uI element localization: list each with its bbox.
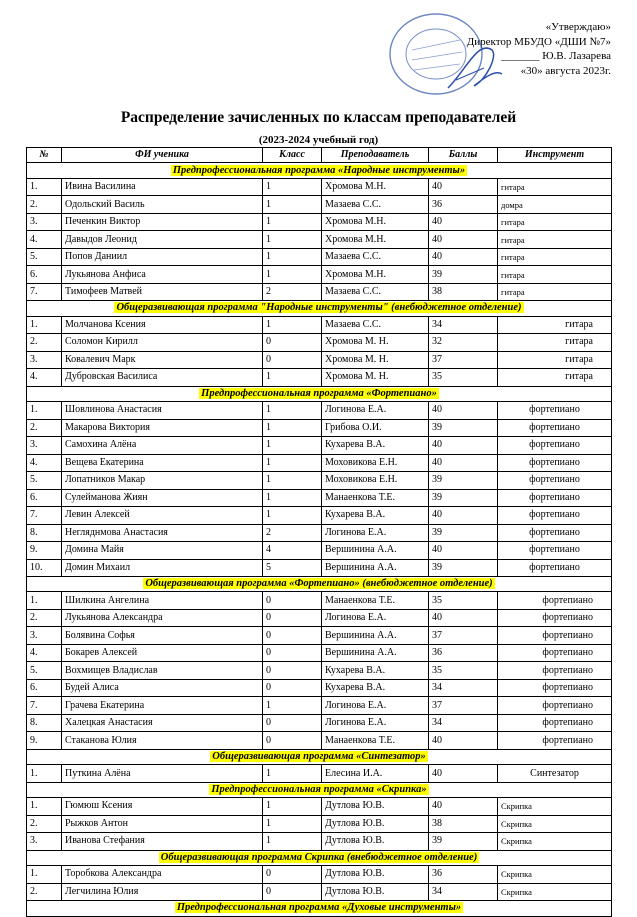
student-name: Халецкая Анастасия [62, 714, 263, 732]
instrument-name: гитара [498, 248, 612, 266]
table-row [27, 507, 612, 525]
row-num: 4. [27, 644, 62, 662]
student-name: Тимофеев Матвей [62, 283, 263, 301]
score-value: 32 [429, 334, 498, 352]
student-name: Попов Даниил [62, 248, 263, 266]
section-title: Предпрофессиональная программа «Духовые инструменты» [176, 902, 462, 914]
score-value: 36 [429, 644, 498, 662]
student-name: Шилкина Ангелина [62, 592, 263, 610]
row-num: 7. [27, 283, 62, 301]
instrument-name: фортепиано [498, 454, 612, 472]
score-value: 35 [429, 592, 498, 610]
section-title-cell [27, 163, 612, 178]
teacher-name: Хромова М. Н. [322, 334, 429, 352]
score-value: 39 [429, 419, 498, 437]
section-title-cell [27, 749, 612, 764]
score-value: 40 [429, 213, 498, 231]
table-row [27, 815, 612, 833]
class-number: 1 [263, 507, 322, 525]
table-row [27, 334, 612, 352]
teacher-name: Мазаева С.С. [322, 316, 429, 334]
instrument-name: гитара [498, 283, 612, 301]
table-row [27, 248, 612, 266]
class-number: 0 [263, 644, 322, 662]
section-row [27, 749, 612, 764]
instrument-name: гитара [498, 316, 612, 334]
student-name: Рыжков Антон [62, 815, 263, 833]
table-row [27, 283, 612, 301]
instrument-name: Синтезатор [498, 765, 612, 783]
section-title: Общеразвивающая программа «Фортепиано» (внебюджетное отделение) [145, 578, 493, 590]
row-num: 3. [27, 437, 62, 455]
row-num: 1. [27, 592, 62, 610]
class-number: 4 [263, 542, 322, 560]
row-num: 5. [27, 662, 62, 680]
student-name: Легчилина Юлия [62, 883, 263, 901]
row-num: 7. [27, 507, 62, 525]
table-row [27, 231, 612, 249]
score-value: 39 [429, 524, 498, 542]
class-number: 0 [263, 679, 322, 697]
class-number: 1 [263, 402, 322, 420]
class-number: 0 [263, 609, 322, 627]
teacher-name: Дутлова Ю.В. [322, 833, 429, 851]
row-num: 8. [27, 714, 62, 732]
row-num: 6. [27, 679, 62, 697]
student-name: Ивина Василина [62, 178, 263, 196]
instrument-name: фортепиано [498, 472, 612, 490]
student-name: Грачева Екатерина [62, 697, 263, 715]
table-body [27, 163, 612, 916]
table-row [27, 697, 612, 715]
score-value: 34 [429, 679, 498, 697]
student-name: Одольский Василь [62, 196, 263, 214]
instrument-name: фортепиано [498, 609, 612, 627]
instrument-name: гитара [498, 213, 612, 231]
class-number: 1 [263, 833, 322, 851]
score-value: 40 [429, 454, 498, 472]
section-title: Предпрофессиональная программа «Народные инструменты» [172, 164, 466, 176]
student-name: Лукьянова Александра [62, 609, 263, 627]
student-name: Макарова Виктория [62, 419, 263, 437]
student-name: Негляднмова Анастасия [62, 524, 263, 542]
header-class: Класс [263, 148, 322, 163]
score-value: 37 [429, 697, 498, 715]
class-number: 1 [263, 213, 322, 231]
score-value: 40 [429, 609, 498, 627]
student-name: Бокарев Алексей [62, 644, 263, 662]
instrument-name: фортепиано [498, 507, 612, 525]
row-num: 2. [27, 815, 62, 833]
instrument-name: Скрипка [498, 815, 612, 833]
class-number: 1 [263, 765, 322, 783]
class-number: 0 [263, 866, 322, 884]
teacher-name: Вершинина А.А. [322, 542, 429, 560]
page-title: Распределение зачисленных по классам преподавателей [120, 109, 517, 126]
score-value: 34 [429, 883, 498, 901]
table-row [27, 524, 612, 542]
row-num: 3. [27, 627, 62, 645]
score-value: 40 [429, 507, 498, 525]
score-value: 34 [429, 714, 498, 732]
class-number: 0 [263, 883, 322, 901]
instrument-name: фортепиано [498, 714, 612, 732]
row-num: 6. [27, 489, 62, 507]
table-row [27, 883, 612, 901]
class-number: 1 [263, 419, 322, 437]
teacher-name: Кухарева В.А. [322, 507, 429, 525]
table-row [27, 266, 612, 284]
class-number: 0 [263, 351, 322, 369]
class-number: 0 [263, 627, 322, 645]
student-name: Домин Михаил [62, 559, 263, 577]
row-num: 3. [27, 213, 62, 231]
section-row [27, 301, 612, 316]
instrument-name: фортепиано [498, 489, 612, 507]
score-value: 40 [429, 437, 498, 455]
table-row [27, 833, 612, 851]
section-row [27, 163, 612, 178]
section-title: Общеразвивающая программа Скрипка (внебюджетное отделение) [160, 851, 478, 863]
row-num: 1. [27, 765, 62, 783]
approval-date: «30» августа 2023г. [520, 64, 611, 77]
score-value: 40 [429, 542, 498, 560]
score-value: 40 [429, 248, 498, 266]
teacher-name: Моховикова Е.Н. [322, 454, 429, 472]
student-name: Печенкин Виктор [62, 213, 263, 231]
instrument-name: домра [498, 196, 612, 214]
teacher-name: Хромова М.Н. [322, 213, 429, 231]
instrument-name: гитара [498, 369, 612, 387]
section-row [27, 901, 612, 916]
student-name: Вохмищев Владислав [62, 662, 263, 680]
student-name: Вещева Екатерина [62, 454, 263, 472]
row-num: 3. [27, 833, 62, 851]
student-name: Молчанова Ксения [62, 316, 263, 334]
teacher-name: Мазаева С.С. [322, 283, 429, 301]
class-number: 2 [263, 524, 322, 542]
table-row [27, 798, 612, 816]
teacher-name: Дутлова Ю.В. [322, 866, 429, 884]
score-value: 40 [429, 402, 498, 420]
instrument-name: фортепиано [498, 697, 612, 715]
class-number: 1 [263, 815, 322, 833]
instrument-name: фортепиано [498, 542, 612, 560]
table-row [27, 213, 612, 231]
teacher-name: Хромова М.Н. [322, 266, 429, 284]
row-num: 4. [27, 369, 62, 387]
section-title: Общеразвивающая программа "Народные инструменты" (внебюджетное отделение) [116, 302, 522, 314]
student-name: Соломон Кирилл [62, 334, 263, 352]
teacher-name: Дутлова Ю.В. [322, 883, 429, 901]
class-number: 0 [263, 662, 322, 680]
score-value: 35 [429, 369, 498, 387]
table-row [27, 662, 612, 680]
teacher-name: Манаенкова Т.Е. [322, 732, 429, 750]
table-row [27, 609, 612, 627]
class-number: 0 [263, 592, 322, 610]
row-num: 1. [27, 178, 62, 196]
instrument-name: гитара [498, 334, 612, 352]
student-name: Давыдов Леонид [62, 231, 263, 249]
score-value: 35 [429, 662, 498, 680]
score-value: 40 [429, 231, 498, 249]
table-header-row [27, 148, 612, 163]
teacher-name: Грибова О.И. [322, 419, 429, 437]
table-row [27, 714, 612, 732]
teacher-name: Кухарева В.А. [322, 662, 429, 680]
instrument-name: Скрипка [498, 883, 612, 901]
row-num: 2. [27, 883, 62, 901]
score-value: 37 [429, 627, 498, 645]
instrument-name: фортепиано [498, 437, 612, 455]
row-num: 1. [27, 798, 62, 816]
approval-signature: _______ Ю.В. Лазарева [500, 50, 611, 62]
student-name: Самохина Алёна [62, 437, 263, 455]
enrollment-table [26, 147, 612, 917]
table-row [27, 196, 612, 214]
teacher-name: Хромова М.Н. [322, 231, 429, 249]
table-row [27, 866, 612, 884]
student-name: Шовлинова Анастасия [62, 402, 263, 420]
section-title-cell [27, 301, 612, 316]
teacher-name: Дутлова Ю.В. [322, 798, 429, 816]
row-num: 9. [27, 542, 62, 560]
table-row [27, 454, 612, 472]
teacher-name: Логинова Е.А. [322, 714, 429, 732]
table-row [27, 489, 612, 507]
row-num: 8. [27, 524, 62, 542]
score-value: 38 [429, 283, 498, 301]
class-number: 1 [263, 369, 322, 387]
table-row [27, 472, 612, 490]
instrument-name: Скрипка [498, 866, 612, 884]
section-row [27, 577, 612, 592]
student-name: Сулейманова Жиян [62, 489, 263, 507]
teacher-name: Логинова Е.А. [322, 609, 429, 627]
class-number: 1 [263, 472, 322, 490]
score-value: 36 [429, 196, 498, 214]
class-number: 1 [263, 248, 322, 266]
teacher-name: Кухарева В.А. [322, 679, 429, 697]
score-value: 39 [429, 833, 498, 851]
teacher-name: Вершинина А.А. [322, 644, 429, 662]
teacher-name: Вершинина А.А. [322, 559, 429, 577]
teacher-name: Мазаева С.С. [322, 196, 429, 214]
score-value: 39 [429, 472, 498, 490]
instrument-name: гитара [498, 231, 612, 249]
teacher-name: Манаенкова Т.Е. [322, 592, 429, 610]
instrument-name: фортепиано [498, 402, 612, 420]
score-value: 34 [429, 316, 498, 334]
teacher-name: Моховикова Е.Н. [322, 472, 429, 490]
row-num: 2. [27, 334, 62, 352]
student-name: Домина Майя [62, 542, 263, 560]
class-number: 1 [263, 316, 322, 334]
score-value: 39 [429, 559, 498, 577]
student-name: Торобкова Александра [62, 866, 263, 884]
table-row [27, 369, 612, 387]
instrument-name: фортепиано [498, 679, 612, 697]
student-name: Будей Алиса [62, 679, 263, 697]
section-title-cell [27, 577, 612, 592]
teacher-name: Хромова М. Н. [322, 369, 429, 387]
row-num: 5. [27, 248, 62, 266]
section-title-cell [27, 386, 612, 401]
header-name: ФИ ученика [62, 148, 263, 163]
row-num: 7. [27, 697, 62, 715]
student-name: Болявина Софья [62, 627, 263, 645]
instrument-name: Скрипка [498, 798, 612, 816]
class-number: 5 [263, 559, 322, 577]
student-name: Ковалевич Марк [62, 351, 263, 369]
class-number: 2 [263, 283, 322, 301]
score-value: 40 [429, 732, 498, 750]
class-number: 1 [263, 178, 322, 196]
class-number: 1 [263, 266, 322, 284]
class-number: 1 [263, 437, 322, 455]
student-name: Иванова Стефания [62, 833, 263, 851]
student-name: Дубровская Василиса [62, 369, 263, 387]
score-value: 40 [429, 178, 498, 196]
student-name: Лопатников Макар [62, 472, 263, 490]
row-num: 4. [27, 454, 62, 472]
header-instrument: Инструмент [498, 148, 612, 163]
row-num: 5. [27, 472, 62, 490]
table-row [27, 679, 612, 697]
row-num: 1. [27, 316, 62, 334]
score-value: 38 [429, 815, 498, 833]
row-num: 2. [27, 419, 62, 437]
class-number: 1 [263, 454, 322, 472]
score-value: 39 [429, 266, 498, 284]
section-title-cell [27, 782, 612, 797]
teacher-name: Хромова М.Н. [322, 178, 429, 196]
teacher-name: Кухарева В.А. [322, 437, 429, 455]
class-number: 0 [263, 334, 322, 352]
student-name: Лукьянова Анфиса [62, 266, 263, 284]
approval-line: «Утверждаю» [545, 21, 611, 33]
table-row [27, 419, 612, 437]
instrument-name: фортепиано [498, 592, 612, 610]
student-name: Путкина Алёна [62, 765, 263, 783]
approval-block [467, 20, 611, 78]
teacher-name: Вершинина А.А. [322, 627, 429, 645]
section-row [27, 782, 612, 797]
instrument-name: гитара [498, 351, 612, 369]
section-title-cell [27, 901, 612, 916]
approval-director: Директор МБУДО «ДШИ №7» [466, 35, 611, 48]
score-value: 37 [429, 351, 498, 369]
instrument-name: фортепиано [498, 732, 612, 750]
class-number: 0 [263, 714, 322, 732]
row-num: 9. [27, 732, 62, 750]
section-title-cell [27, 850, 612, 865]
table-row [27, 316, 612, 334]
class-number: 1 [263, 196, 322, 214]
teacher-name: Логинова Е.А. [322, 697, 429, 715]
instrument-name: фортепиано [498, 627, 612, 645]
table-row [27, 627, 612, 645]
header-score: Баллы [429, 148, 498, 163]
row-num: 1. [27, 402, 62, 420]
instrument-name: Скрипка [498, 833, 612, 851]
instrument-name: фортепиано [498, 644, 612, 662]
table-row [27, 765, 612, 783]
table-row [27, 559, 612, 577]
section-title: Общеразвивающая программа «Синтезатор» [212, 751, 426, 763]
class-number: 1 [263, 798, 322, 816]
row-num: 2. [27, 609, 62, 627]
header-teacher: Преподаватель [322, 148, 429, 163]
row-num: 6. [27, 266, 62, 284]
score-value: 36 [429, 866, 498, 884]
instrument-name: фортепиано [498, 419, 612, 437]
section-title: Предпрофессиональная программа «Фортепиано» [201, 387, 437, 399]
table-row [27, 351, 612, 369]
class-number: 1 [263, 489, 322, 507]
class-number: 1 [263, 697, 322, 715]
teacher-name: Манаенкова Т.Е. [322, 489, 429, 507]
score-value: 40 [429, 798, 498, 816]
teacher-name: Елесина И.А. [322, 765, 429, 783]
class-number: 1 [263, 231, 322, 249]
instrument-name: фортепиано [498, 559, 612, 577]
score-value: 39 [429, 489, 498, 507]
teacher-name: Логинова Е.А. [322, 402, 429, 420]
score-value: 40 [429, 765, 498, 783]
section-row [27, 386, 612, 401]
table-row [27, 178, 612, 196]
table-row [27, 542, 612, 560]
section-title: Предпрофессиональная программа «Скрипка» [211, 784, 427, 796]
table-row [27, 644, 612, 662]
row-num: 10. [27, 559, 62, 577]
section-row [27, 850, 612, 865]
instrument-name: гитара [498, 178, 612, 196]
class-number: 0 [263, 732, 322, 750]
teacher-name: Логинова Е.А. [322, 524, 429, 542]
student-name: Гюмюш Ксения [62, 798, 263, 816]
row-num: 1. [27, 866, 62, 884]
table-row [27, 402, 612, 420]
instrument-name: фортепиано [498, 524, 612, 542]
header-num: № [27, 148, 62, 163]
teacher-name: Хромова М. Н. [322, 351, 429, 369]
page-subtitle: (2023-2024 учебный год) [258, 134, 379, 146]
instrument-name: фортепиано [498, 662, 612, 680]
row-num: 2. [27, 196, 62, 214]
teacher-name: Мазаева С.С. [322, 248, 429, 266]
table-row [27, 592, 612, 610]
row-num: 4. [27, 231, 62, 249]
row-num: 3. [27, 351, 62, 369]
student-name: Стаканова Юлия [62, 732, 263, 750]
teacher-name: Дутлова Ю.В. [322, 815, 429, 833]
student-name: Левин Алексей [62, 507, 263, 525]
table-row [27, 437, 612, 455]
instrument-name: гитара [498, 266, 612, 284]
table-row [27, 732, 612, 750]
